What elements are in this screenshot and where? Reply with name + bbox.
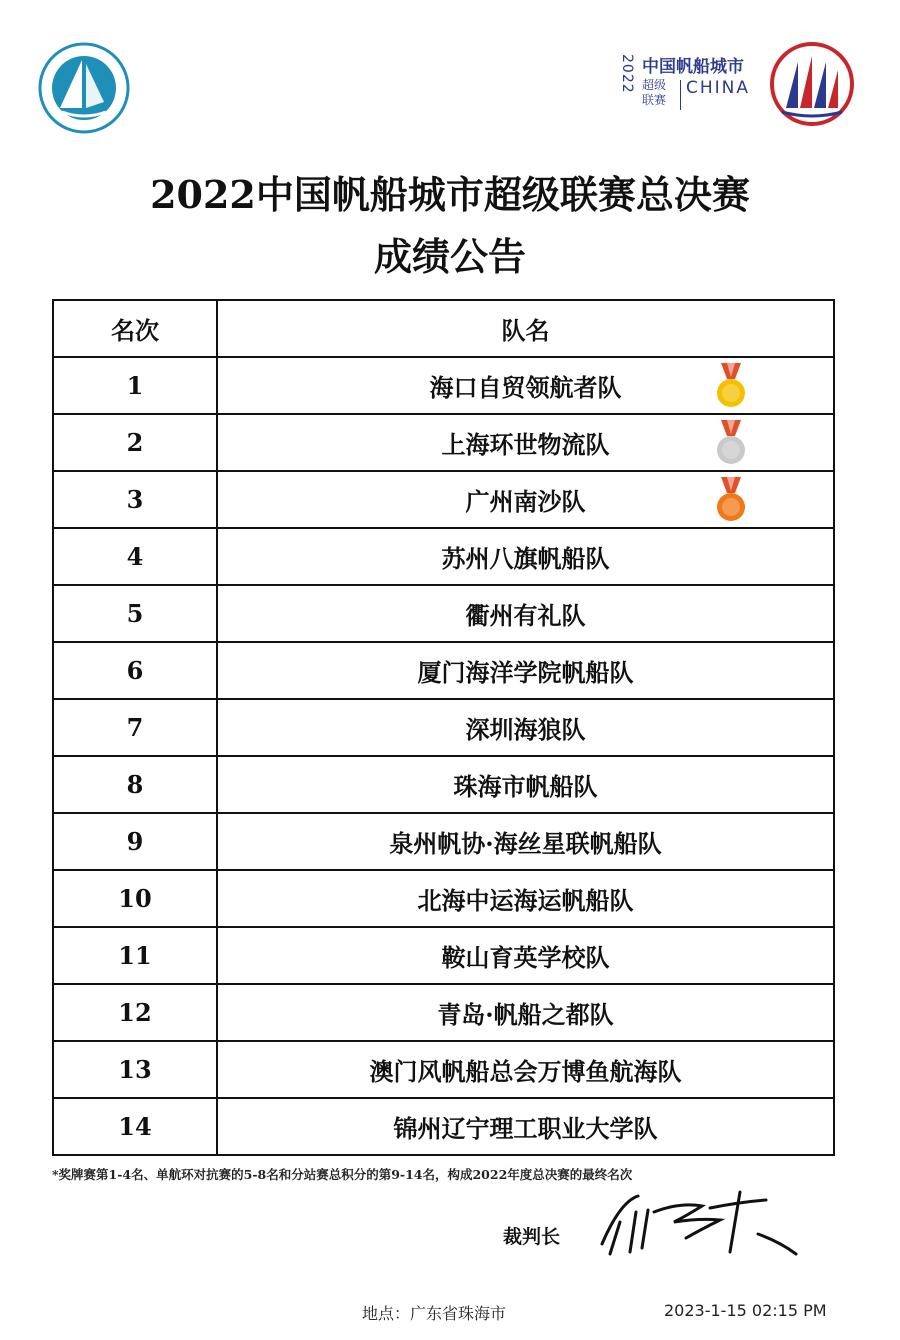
- team-cell: [217, 756, 834, 813]
- column-header-rank: 名次: [53, 300, 217, 357]
- team-name: 泉州帆协·海丝星联帆船队: [389, 829, 662, 858]
- brand-league: 超级联赛: [642, 78, 667, 107]
- table-row: [53, 357, 834, 414]
- league-sail-logo: [768, 40, 856, 128]
- league-brand: [618, 50, 768, 120]
- table-row: [53, 1041, 834, 1098]
- team-name: 珠海市帆船队: [453, 772, 598, 801]
- table-row: [53, 870, 834, 927]
- team-name: 厦门海洋学院帆船队: [417, 658, 634, 687]
- bronze-medal-icon: [713, 475, 749, 525]
- team-name: 青岛·帆船之都队: [437, 1000, 614, 1029]
- table-row: [53, 756, 834, 813]
- team-cell: [217, 357, 834, 414]
- team-name: 深圳海狼队: [465, 715, 586, 744]
- gold-medal-icon: [713, 361, 749, 411]
- table-header-row: [53, 300, 834, 357]
- table-row: [53, 642, 834, 699]
- table-row: [53, 813, 834, 870]
- team-name: 北海中运海运帆船队: [417, 886, 634, 915]
- brand-name: 中国帆船城市: [642, 57, 744, 77]
- table-row: [53, 585, 834, 642]
- team-name: 广州南沙队: [465, 487, 586, 516]
- rank-cell: 9: [53, 813, 217, 870]
- team-name: 鞍山育英学校队: [441, 943, 610, 972]
- brand-china: CHINA: [686, 78, 751, 98]
- team-cell: [217, 813, 834, 870]
- team-cell: [217, 1098, 834, 1155]
- column-header-team: 队名: [217, 300, 834, 357]
- team-cell: [217, 699, 834, 756]
- team-cell: [217, 984, 834, 1041]
- team-cell: [217, 927, 834, 984]
- chief-judge-label: 裁判长: [503, 1226, 561, 1248]
- chief-judge-signature: [590, 1182, 810, 1262]
- table-row: [53, 1098, 834, 1155]
- table-row: [53, 699, 834, 756]
- page-subtitle: 成绩公告: [373, 234, 526, 279]
- rank-cell: 14: [53, 1098, 217, 1155]
- brand-year: 2022: [619, 54, 635, 94]
- silver-medal-icon: [713, 418, 749, 468]
- location-text: 地点：广东省珠海市: [362, 1304, 507, 1323]
- association-logo: [38, 42, 130, 134]
- footnote: *奖牌赛第1-4名、单航环对抗赛的5-8名和分站赛总积分的第9-14名，构成2022年度总决赛的最终名次: [52, 1167, 633, 1182]
- team-name: 锦州辽宁理工职业大学队: [393, 1114, 658, 1143]
- table-row: [53, 414, 834, 471]
- team-name: 海口自贸领航者队: [429, 373, 622, 402]
- team-cell: [217, 642, 834, 699]
- rank-cell: 6: [53, 642, 217, 699]
- rank-cell: 13: [53, 1041, 217, 1098]
- team-name: 衢州有礼队: [465, 601, 586, 630]
- table-row: [53, 528, 834, 585]
- team-name: 澳门风帆船总会万博鱼航海队: [369, 1057, 682, 1086]
- rank-cell: 1: [53, 357, 217, 414]
- team-cell: [217, 414, 834, 471]
- rank-cell: 8: [53, 756, 217, 813]
- page-title: 2022中国帆船城市超级联赛总决赛: [150, 172, 750, 217]
- team-cell: [217, 471, 834, 528]
- team-cell: [217, 585, 834, 642]
- table-row: [53, 984, 834, 1041]
- rank-cell: 11: [53, 927, 217, 984]
- team-name: 上海环世物流队: [441, 430, 610, 459]
- rank-cell: 7: [53, 699, 217, 756]
- team-name: 苏州八旗帆船队: [441, 544, 610, 573]
- rank-cell: 4: [53, 528, 217, 585]
- team-cell: [217, 870, 834, 927]
- team-cell: [217, 528, 834, 585]
- rank-cell: 10: [53, 870, 217, 927]
- team-cell: [217, 1041, 834, 1098]
- table-row: [53, 471, 834, 528]
- table-row: [53, 927, 834, 984]
- brand-divider: [680, 80, 681, 110]
- results-table: [52, 299, 835, 1156]
- rank-cell: 3: [53, 471, 217, 528]
- results-body: [53, 357, 834, 1155]
- rank-cell: 2: [53, 414, 217, 471]
- rank-cell: 12: [53, 984, 217, 1041]
- datetime-text: 2023-1-15 02:15 PM: [664, 1301, 827, 1320]
- rank-cell: 5: [53, 585, 217, 642]
